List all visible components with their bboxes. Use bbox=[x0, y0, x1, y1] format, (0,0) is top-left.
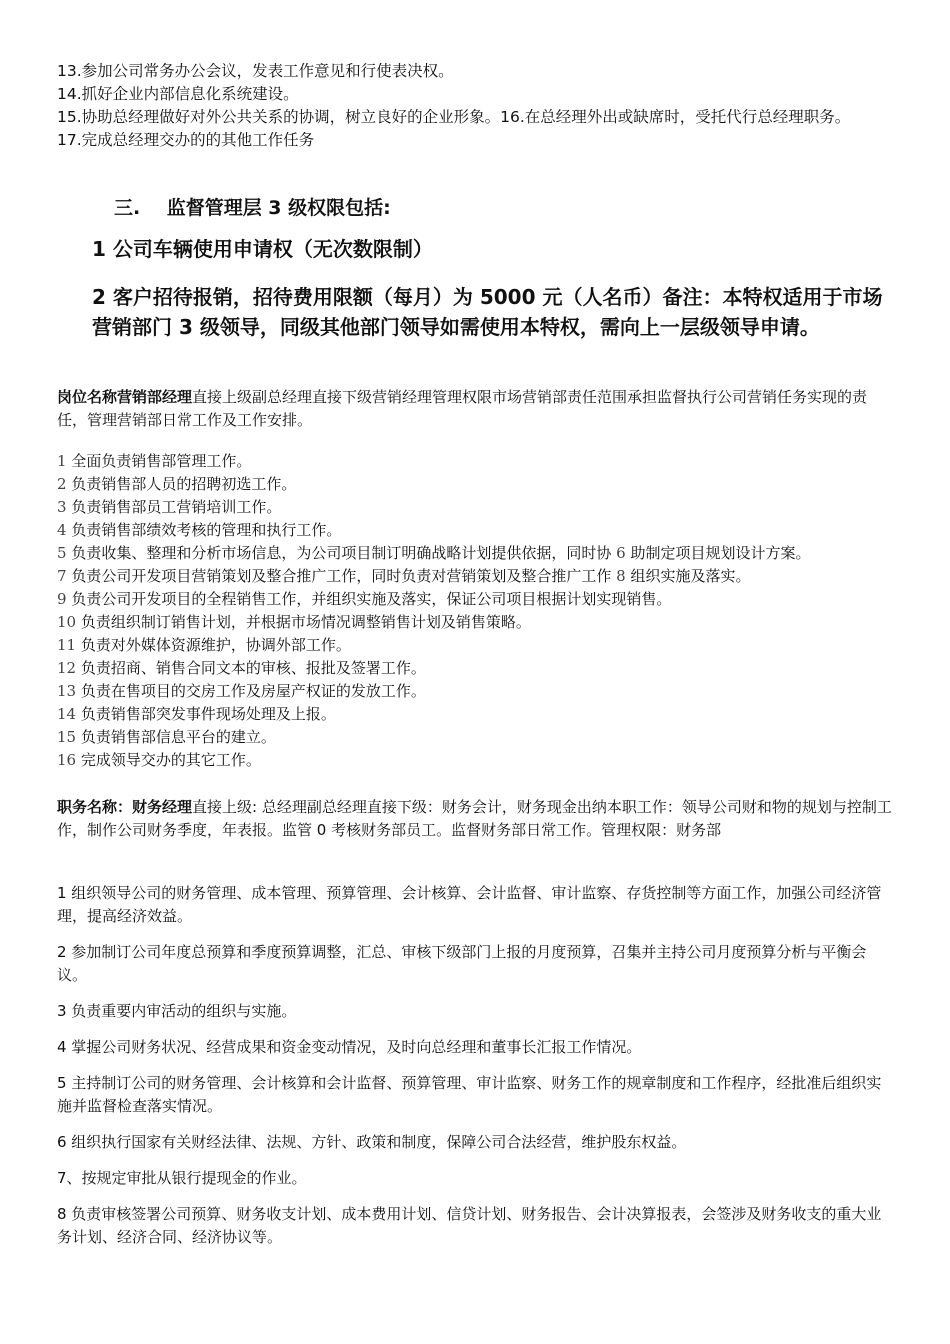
list-item: 5 主持制订公司的财务管理、会计核算和会计监督、预算管理、审计监察、财务工作的规章制度和工作程序，经批准后组织实施并监督检查落实情况。 bbox=[57, 1074, 882, 1115]
list-item: 2 负责销售部人员的招聘初选工作。 bbox=[57, 475, 297, 493]
position-title: 岗位名称营销部经理 bbox=[57, 388, 193, 406]
list-item: 6 组织执行国家有关财经法律、法规、方针、政策和制度，保障公司合法经营，维护股东权益。 bbox=[57, 1133, 687, 1151]
section-number: 三. bbox=[114, 197, 141, 219]
list-item: 7 负责公司开发项目营销策划及整合推广工作，同时负责对营销策划及整合推广工作 8 组织实施及落实。 bbox=[57, 567, 751, 585]
list-item: 1 组织领导公司的财务管理、成本管理、预算管理、会计核算、会计监督、审计监察、存货控制等方面工作，加强公司经济管理，提高经济效益。 bbox=[57, 884, 882, 925]
list-item: 7、按规定审批从银行提现金的作业。 bbox=[57, 1169, 307, 1187]
list-item: 2 参加制订公司年度总预算和季度预算调整，汇总、审核下级部门上报的月度预算，召集并主持公司月度预算分析与平衡会议。 bbox=[57, 943, 867, 984]
section-list bbox=[92, 282, 893, 342]
list-item: 4 掌握公司财务状况、经营成果和资金变动情况，及时向总经理和董事长汇报工作情况。 bbox=[57, 1038, 642, 1056]
section-item: 1 公司车辆使用申请权（无次数限制） bbox=[92, 237, 433, 261]
section-title: 监督管理层 3 级权限包括: bbox=[166, 197, 391, 219]
list-item: 9 负责公司开发项目的全程销售工作，并组织实施及落实，保证公司项目根据计划实现销售。 bbox=[57, 590, 672, 608]
list-item: 5 负责收集、整理和分析市场信息，为公司项目制订明确战略计划提供依据，同时协 6 助制定项目规划设计方案。 bbox=[57, 544, 811, 562]
list-item: 4 负责销售部绩效考核的管理和执行工作。 bbox=[57, 521, 342, 539]
list-item: 14 负责销售部突发事件现场处理及上报。 bbox=[57, 705, 336, 723]
position-description: 直接上级: 总经理副总经理直接下级：财务会计，财务现金出纳本职工作：领导公司财和物的规划与控制工作，制作公司财务季度，年表报。监管 0 考核财务部员工。监督财务部日常工作。管理权限：财务部 bbox=[57, 798, 892, 839]
list-item: 14.抓好企业内部信息化系统建设。 bbox=[57, 85, 299, 103]
marketing-duty-list bbox=[57, 450, 893, 772]
top-list bbox=[57, 60, 893, 152]
list-item: 3 负责重要内审活动的组织与实施。 bbox=[57, 1002, 297, 1020]
list-item: 11 负责对外媒体资源维护，协调外部工作。 bbox=[57, 636, 351, 654]
list-item: 15 负责销售部信息平台的建立。 bbox=[57, 728, 276, 746]
section-heading bbox=[114, 193, 391, 220]
position-title: 职务名称：财务经理 bbox=[57, 798, 193, 816]
list-item: 15.协助总经理做好对外公共关系的协调，树立良好的企业形象。16.在总经理外出或缺席时，受托代行总经理职务。 bbox=[57, 108, 851, 126]
marketing-intro bbox=[57, 386, 893, 432]
section-item: 2 客户招待报销，招待费用限额（每月）为 5000 元（人名币）备注：本特权适用于市场营销部门 3 级领导，同级其他部门领导如需使用本特权，需向上一层级领导申请。 bbox=[92, 285, 883, 339]
list-item: 13.参加公司常务办公会议，发表工作意见和行使表决权。 bbox=[57, 62, 454, 80]
list-item: 13 负责在售项目的交房工作及房屋产权证的发放工作。 bbox=[57, 682, 426, 700]
finance-duty-list bbox=[57, 882, 893, 1262]
list-item: 8 负责审核签署公司预算、财务收支计划、成本费用计划、信贷计划、财务报告、会计决算报表，会签涉及财务收支的重大业务计划、经济合同、经济协议等。 bbox=[57, 1205, 882, 1246]
list-item: 12 负责招商、销售合同文本的审核、报批及签署工作。 bbox=[57, 659, 426, 677]
list-item: 17.完成总经理交办的的其他工作任务 bbox=[57, 131, 315, 149]
position-description: 直接上级副总经理直接下级营销经理管理权限市场营销部责任范围承担监督执行公司营销任务实现的责任，管理营销部日常工作及工作安排。 bbox=[57, 388, 868, 429]
list-item: 16 完成领导交办的其它工作。 bbox=[57, 751, 261, 769]
list-item: 10 负责组织制订销售计划，并根据市场情况调整销售计划及销售策略。 bbox=[57, 613, 531, 631]
section-list bbox=[92, 234, 893, 264]
list-item: 3 负责销售部员工营销培训工作。 bbox=[57, 498, 282, 516]
list-item: 1 全面负责销售部管理工作。 bbox=[57, 452, 252, 470]
finance-intro bbox=[57, 796, 893, 842]
